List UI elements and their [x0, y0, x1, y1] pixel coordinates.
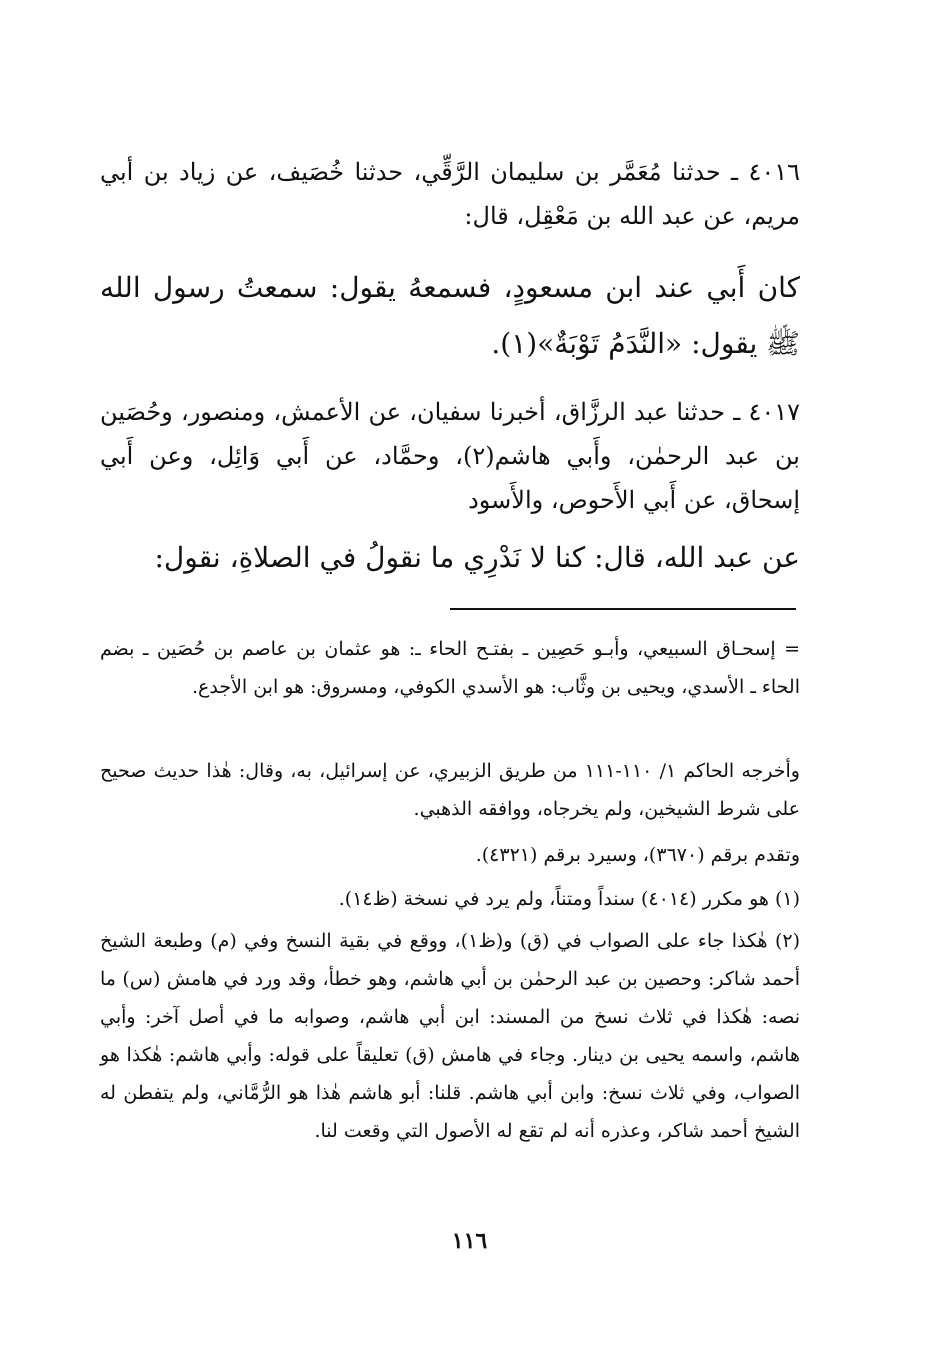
- footnote-cross-reference: وتقدم برقم (٣٦٧٠)، وسيرد برقم (٤٣٢١).: [475, 844, 800, 866]
- footnote-divider: [450, 608, 796, 610]
- hadith-4016-isnad: ٤٠١٦ ـ حدثنا مُعَمَّر بن سليمان الرَّقِّي، حدثنا خُصَيف، عن زياد بن أبي مريم، عن عبد الله بن مَعْقِل، قال:: [100, 158, 800, 230]
- footnote-1: (١) هو مكرر (٤٠١٤) سنداً ومتناً، ولم يرد في نسخة (ظ١٤).: [338, 888, 800, 910]
- footnote-continuation: = إسحـاق السبيعي، وأبـو حَصِين ـ بفتـح الحاء ـ: هو عثمان بن عاصم بن حُصَين ـ بضم الحاء ـ الأسدي، ويحيى بن وثَّاب: هو الأسدي الكوفي، ومسروق: هو ابن الأجدع.: [100, 638, 800, 698]
- hadith-4017-matn: عن عبد الله، قال: كنا لا نَدْرِي ما نقولُ في الصلاةِ، نقول:: [154, 541, 800, 574]
- hadith-4017-isnad: ٤٠١٧ ـ حدثنا عبد الرزَّاق، أخبرنا سفيان، عن الأعمش، ومنصور، وحُصَين بن عبد الرحمٰن، وأَبي هاشم(٢)، وحمَّاد، عن أَبي وَائِل، وعن أَبي إسحاق، عن أَبي الأَحوص، والأَسود: [100, 398, 800, 514]
- hadith-4016-matn: كان أَبي عند ابن مسعودٍ، فسمعهُ يقول: سمعتُ رسول الله ﷺ يقول: «النَّدَمُ تَوْبَةٌ»(١).: [100, 271, 800, 360]
- page-number: ١١٦: [451, 1228, 488, 1254]
- footnote-hakim: وأخرجه الحاكم ١/ ١١٠-١١١ من طريق الزبيري، عن إسرائيل، به، وقال: هٰذا حديث صحيح على شرط الشيخين، ولم يخرجاه، ووافقه الذهبي.: [100, 760, 800, 820]
- footnote-2: (٢) هٰكذا جاء على الصواب في (ق) و(ظ١)، ووقع في بقية النسخ وفي (م) وطبعة الشيخ أحمد شاكر: وحصين بن عبد الرحمٰن بن أبي هاشم، وهو خطأ، وقد ورد في هامش (س) ما نصه: هٰكذا في ثلاث نسخ من المسند: ابن أبي هاشم، وصوابه ما في أصل آخر: وأبي هاشم، واسمه يحيى بن دينار. وجاء في هامش (ق) تعليقاً على قوله: وأبي هاشم: هٰكذا هو الصواب، وفي ثلاث نسخ: وابن أبي هاشم. قلنا: أبو هاشم هٰذا هو الرُّمَّاني، ولم يتفطن له الشيخ أحمد شاكر، وعذره أنه لم تقع له الأصول التي وقعت لنا.: [100, 930, 800, 1142]
